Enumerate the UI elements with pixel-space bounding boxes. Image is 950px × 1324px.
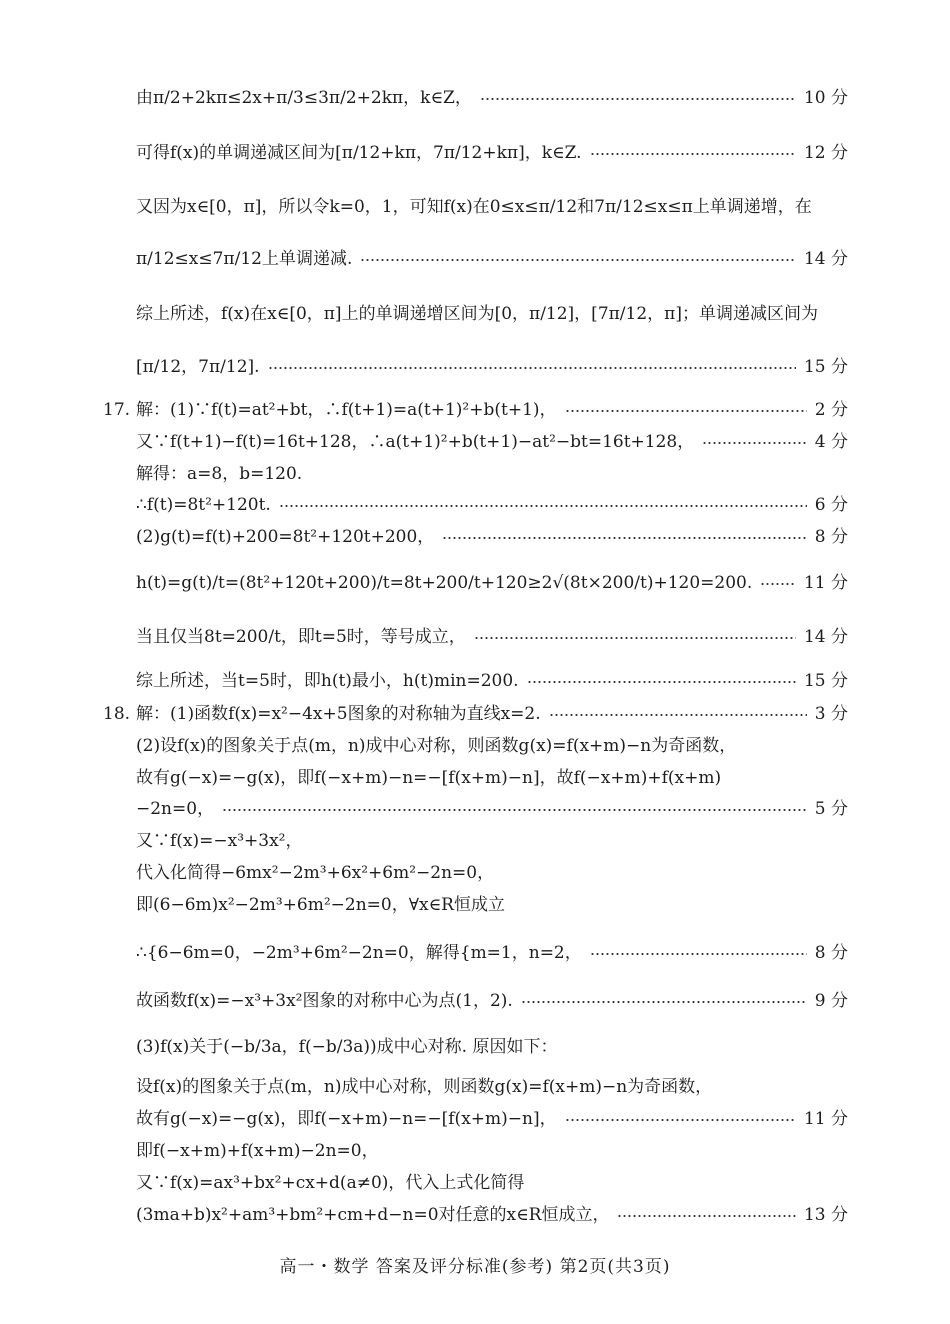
line-text: ∴{6−6m=0，−2m³+6m²−2n=0，解得{m=1，n=2， xyxy=(136,943,582,963)
line-6 xyxy=(136,359,848,376)
dot-leader xyxy=(590,153,796,155)
line-text: 又∵f(t+1)−f(t)=16t+128，∴a(t+1)²+b(t+1)−at²−bt=16t+128， xyxy=(136,432,695,452)
line-27 xyxy=(136,1143,848,1160)
score: 9 分 xyxy=(814,991,848,1011)
score: 11 分 xyxy=(803,1109,848,1129)
line-text: 当且仅当8t=200/t，即t=5时，等号成立， xyxy=(136,627,466,647)
line-19 xyxy=(136,833,848,850)
line-text: (3ma+b)x²+am³+bm²+cm+d−n=0对任意的x∈R恒成立， xyxy=(136,1205,610,1225)
line-text: 即f(−x+m)+f(x+m)−2n=0， xyxy=(136,1141,379,1161)
question-number: 17. xyxy=(103,400,131,420)
line-16 xyxy=(136,738,848,755)
score: 15 分 xyxy=(803,671,848,691)
line-5 xyxy=(136,306,848,323)
line-24 xyxy=(136,1039,848,1056)
score: 2 分 xyxy=(814,400,848,420)
line-22 xyxy=(136,945,848,962)
line-29 xyxy=(136,1207,848,1224)
score: 6 分 xyxy=(814,495,848,515)
dot-leader xyxy=(702,442,807,444)
dot-leader xyxy=(268,367,796,369)
question-18-line-1 xyxy=(103,706,848,723)
line-text: 解得：a=8，b=120. xyxy=(136,464,303,484)
line-26 xyxy=(136,1111,848,1128)
line-text: (2)设f(x)的图象关于点(m，n)成中心对称，则函数g(x)=f(x+m)−n为奇函数， xyxy=(136,736,737,756)
line-8 xyxy=(136,434,848,451)
line-text: (2)g(t)=f(t)+200=8t²+120t+200， xyxy=(136,527,435,547)
line-text: 又因为x∈[0，π]，所以令k=0，1，可知f(x)在0≤x≤π/12和7π/12≤x≤π上单调递增，在 xyxy=(136,197,812,217)
line-text: 代入化简得−6mx²−2m³+6x²+6m²−2n=0， xyxy=(136,863,495,883)
score: 14 分 xyxy=(803,249,848,269)
score: 11 分 xyxy=(803,573,848,593)
dot-leader xyxy=(360,259,796,261)
dot-leader xyxy=(222,809,807,811)
line-1 xyxy=(136,90,848,107)
line-text: 综上所述，当t=5时，即h(t)最小，h(t)min=200. xyxy=(136,671,519,691)
line-9 xyxy=(136,466,848,483)
question-17-line-1 xyxy=(103,402,848,419)
score: 4 分 xyxy=(814,432,848,452)
score: 10 分 xyxy=(803,88,848,108)
line-13 xyxy=(136,629,848,646)
line-17 xyxy=(136,770,848,787)
line-text: 又∵f(x)=ax³+bx²+cx+d(a≠0)，代入上式化简得 xyxy=(136,1173,525,1193)
line-20 xyxy=(136,865,848,882)
line-text: 设f(x)的图象关于点(m，n)成中心对称，则函数g(x)=f(x+m)−n为奇函数， xyxy=(136,1077,713,1097)
line-4 xyxy=(136,251,848,268)
dot-leader xyxy=(565,1119,796,1121)
line-text: 综上所述，f(x)在x∈[0，π]上的单调递增区间为[0，π/12]，[7π/12，π]；单调递减区间为 xyxy=(136,304,818,324)
dot-leader xyxy=(480,98,796,100)
line-18 xyxy=(136,801,848,818)
score: 15 分 xyxy=(803,357,848,377)
line-10 xyxy=(136,497,848,514)
dot-leader xyxy=(760,583,796,585)
line-text: −2n=0， xyxy=(136,799,215,819)
score: 14 分 xyxy=(803,627,848,647)
line-text: h(t)=g(t)/t=(8t²+120t+200)/t=8t+200/t+120≥2√(8t×200/t)+120=200. xyxy=(136,573,753,593)
line-23 xyxy=(136,993,848,1010)
line-text: 故函数f(x)=−x³+3x²图象的对称中心为点(1，2). xyxy=(136,991,513,1011)
dot-leader xyxy=(590,953,807,955)
line-text: 可得f(x)的单调递减区间为[π/12+kπ，7π/12+kπ]，k∈Z. xyxy=(136,143,582,163)
line-3 xyxy=(136,199,848,216)
line-text: (3)f(x)关于(−b/3a，f(−b/3a))成中心对称. 原因如下： xyxy=(136,1037,558,1057)
score: 5 分 xyxy=(814,799,848,819)
line-text: π/12≤x≤7π/12上单调递减. xyxy=(136,249,353,269)
question-number: 18. xyxy=(103,704,131,724)
line-text: [π/12，7π/12]. xyxy=(136,357,260,377)
line-12 xyxy=(136,575,848,592)
line-text: 即(6−6m)x²−2m³+6m²−2n=0，∀x∈R恒成立 xyxy=(136,895,505,915)
line-11 xyxy=(136,529,848,546)
dot-leader xyxy=(474,637,796,639)
score: 8 分 xyxy=(814,943,848,963)
dot-leader xyxy=(617,1215,795,1217)
line-28 xyxy=(136,1175,848,1192)
line-text: 故有g(−x)=−g(x)，即f(−x+m)−n=−[f(x+m)−n]，故f(−x+m)+f(x+m) xyxy=(136,768,722,788)
line-text: 解：(1)函数f(x)=x²−4x+5图象的对称轴为直线x=2. xyxy=(136,704,541,724)
dot-leader xyxy=(279,505,807,507)
score: 3 分 xyxy=(814,704,848,724)
page-footer: 高一・数学 答案及评分标准(参考) 第2页(共3页) xyxy=(279,1257,671,1277)
dot-leader xyxy=(565,410,807,412)
line-text: 解：(1)∵f(t)=at²+bt，∴f(t+1)=a(t+1)²+b(t+1)， xyxy=(136,400,557,420)
dot-leader xyxy=(549,714,807,716)
line-text: ∴f(t)=8t²+120t. xyxy=(136,495,271,515)
line-text: 故有g(−x)=−g(x)，即f(−x+m)−n=−[f(x+m)−n]， xyxy=(136,1109,557,1129)
line-text: 又∵f(x)=−x³+3x²， xyxy=(136,831,303,851)
score: 8 分 xyxy=(814,527,848,547)
line-text: 由π/2+2kπ≤2x+π/3≤3π/2+2kπ，k∈Z， xyxy=(136,88,472,108)
score: 13 分 xyxy=(803,1205,848,1225)
dot-leader xyxy=(527,681,796,683)
line-14 xyxy=(136,673,848,690)
dot-leader xyxy=(521,1001,807,1003)
line-2 xyxy=(136,145,848,162)
line-25 xyxy=(136,1079,848,1096)
dot-leader xyxy=(442,537,806,539)
score: 12 分 xyxy=(803,143,848,163)
line-21 xyxy=(136,897,848,914)
